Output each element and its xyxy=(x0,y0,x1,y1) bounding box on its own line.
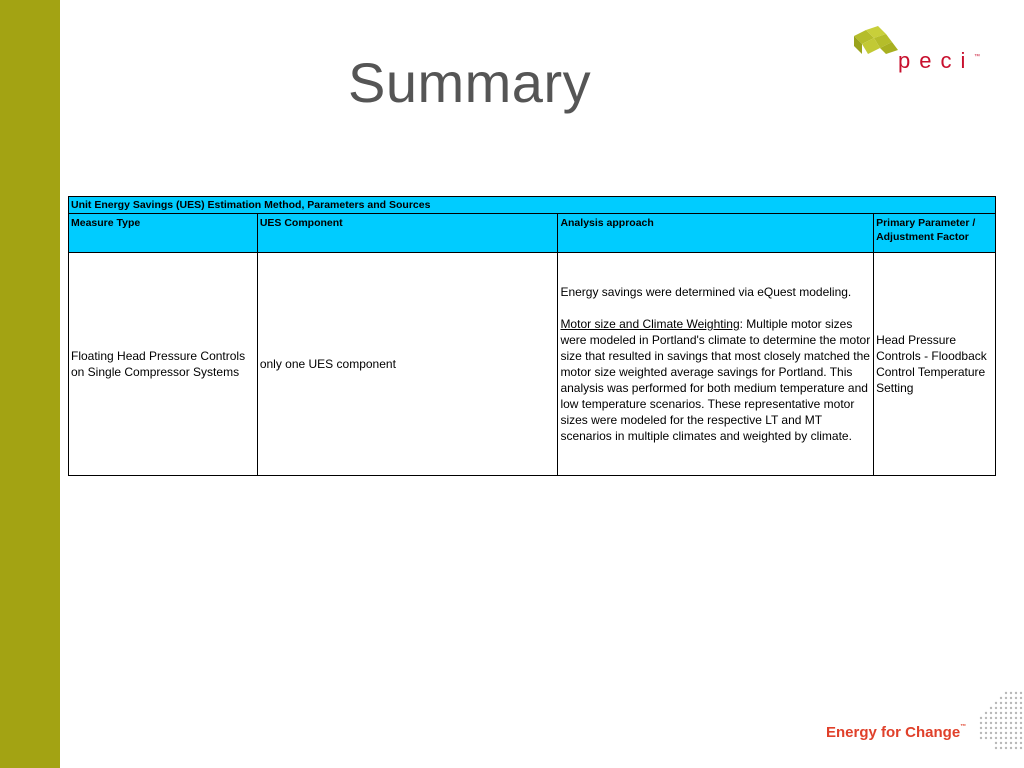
header-primary-parameter: Primary Parameter / Adjustment Factor xyxy=(874,214,996,253)
analysis-subheading: Motor size and Climate Weighting xyxy=(560,317,740,331)
cell-measure-type: Floating Head Pressure Controls on Single Compressor Systems xyxy=(69,253,258,476)
tagline-trademark: ™ xyxy=(960,724,967,730)
analysis-paragraph-1: Energy savings were determined via eQuest modeling. xyxy=(560,285,852,299)
tagline-text: Energy for Change xyxy=(826,724,961,741)
analysis-paragraph-2 xyxy=(560,316,871,444)
peci-logo-trademark: ™ xyxy=(974,54,980,60)
ues-table xyxy=(68,196,996,476)
header-analysis-approach: Analysis approach xyxy=(558,214,874,253)
dot-pattern-icon xyxy=(978,690,1024,750)
slide-title: Summary xyxy=(348,51,592,114)
header-measure-type: Measure Type xyxy=(69,214,258,253)
analysis-paragraph-2-text: : Multiple motor sizes were modeled in Portland's climate to determine the motor size that resulted in savings that most closely matched the motor size weighted average savings for Portland. This analysis was performed for both medium temperature and low temperature scenarios. These representative motor sizes were modeled for the respective LT and MT scenarios in multiple climates and weighted by climate. xyxy=(560,317,871,443)
cell-analysis-approach xyxy=(558,253,874,476)
table-row xyxy=(69,253,996,476)
table-caption: Unit Energy Savings (UES) Estimation Method, Parameters and Sources xyxy=(69,197,996,214)
header-ues-component: UES Component xyxy=(257,214,558,253)
peci-logo-text: peci xyxy=(898,48,975,73)
cell-primary-parameter: Head Pressure Controls - Floodback Control Temperature Setting xyxy=(874,253,996,476)
cell-ues-component: only one UES component xyxy=(257,253,558,476)
energy-for-change-tagline xyxy=(826,724,966,741)
left-accent-bar xyxy=(0,0,60,768)
